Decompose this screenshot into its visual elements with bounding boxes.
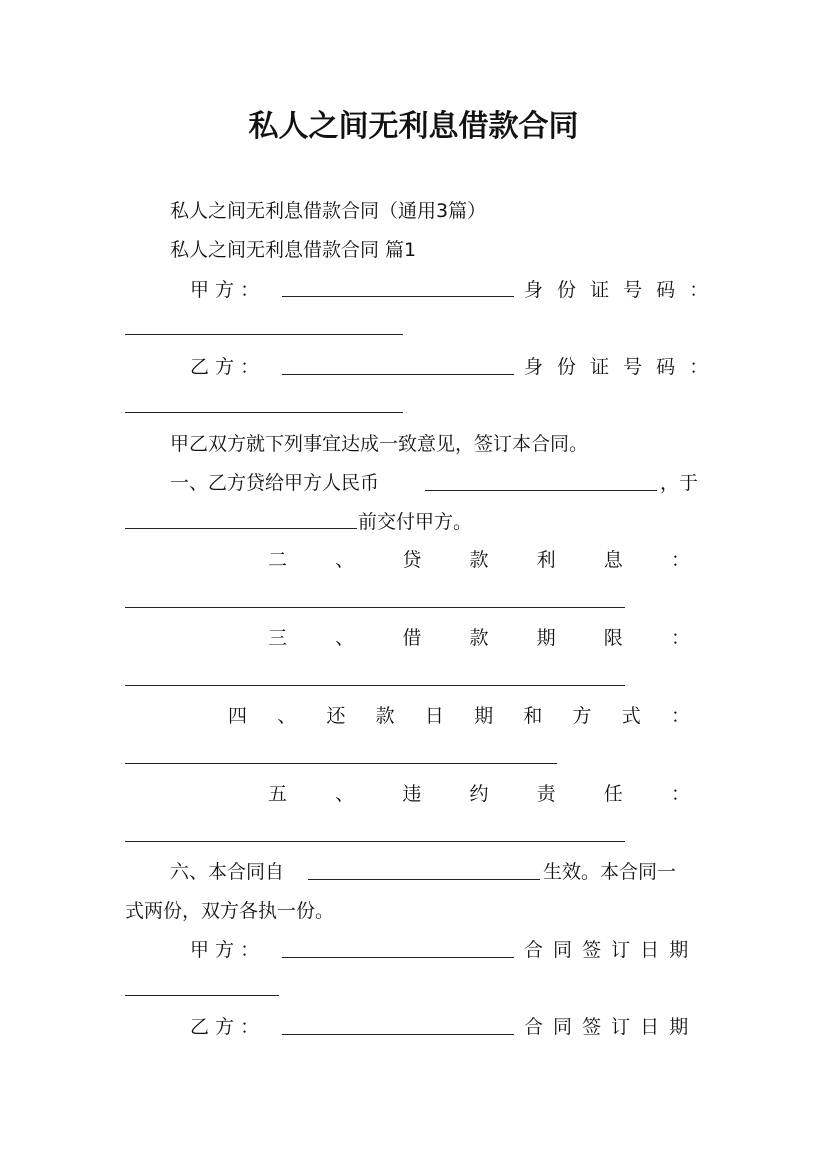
item3-char: 三 <box>268 627 288 649</box>
item5-char: 任 <box>603 783 623 805</box>
item4-char: ： <box>670 705 690 727</box>
sign-party-a-blank <box>282 957 514 958</box>
item2-blank <box>125 607 625 608</box>
item6-suffix: 生效。本合同一 <box>543 861 677 883</box>
sign-date-label-a: 合 同 签 订 日 期 <box>524 939 691 961</box>
item4-char: 、 <box>277 705 297 727</box>
item2-char: 利 <box>536 549 556 571</box>
party-b-id-label: 身 份 证 号 码 ： <box>524 356 713 378</box>
item5-char: 责 <box>536 783 556 805</box>
item4-char: 方 <box>572 705 592 727</box>
document-subtitle: 私人之间无利息借款合同（通用3篇） <box>170 200 487 222</box>
item2-char: 息 <box>603 549 623 571</box>
item5-blank <box>125 841 625 842</box>
item5-char: 、 <box>335 783 355 805</box>
item4-char: 款 <box>375 705 395 727</box>
section-heading: 私人之间无利息借款合同 篇1 <box>170 239 417 261</box>
sign-party-b-label: 乙 方 ： <box>190 1016 260 1038</box>
sign-party-a-label: 甲 方 ： <box>190 939 260 961</box>
party-a-label: 甲 方 ： <box>190 279 260 301</box>
item1-suffix: 前交付甲方。 <box>358 511 473 533</box>
item3-blank <box>125 685 625 686</box>
item6-continuation: 式两份，双方各执一份。 <box>125 900 335 922</box>
item5-char: 违 <box>402 783 422 805</box>
party-a-id-blank <box>125 334 403 335</box>
item4-char: 期 <box>474 705 494 727</box>
party-b-blank <box>282 374 514 375</box>
item4-char: 日 <box>424 705 444 727</box>
item6-prefix: 六、本合同自 <box>170 861 285 883</box>
item5-heading <box>268 782 690 806</box>
item3-char: 、 <box>335 627 355 649</box>
item2-char: 款 <box>469 549 489 571</box>
item5-char: 约 <box>469 783 489 805</box>
item2-char: 贷 <box>402 549 422 571</box>
item4-char: 四 <box>228 705 248 727</box>
party-a-id-label: 身 份 证 号 码 ： <box>524 279 713 301</box>
sign-party-b-blank <box>282 1034 514 1035</box>
document-title: 私人之间无利息借款合同 <box>248 109 579 144</box>
item3-char: 款 <box>469 627 489 649</box>
party-b-label: 乙 方 ： <box>190 356 260 378</box>
item5-char: 五 <box>268 783 288 805</box>
item2-char: ： <box>670 549 690 571</box>
sign-date-blank-a <box>125 995 279 996</box>
item4-char: 和 <box>523 705 543 727</box>
agreement-line: 甲乙双方就下列事宜达成一致意见，签订本合同。 <box>170 433 589 455</box>
item3-char: 限 <box>603 627 623 649</box>
item4-blank <box>125 763 557 764</box>
item3-char: 借 <box>402 627 422 649</box>
party-a-blank <box>282 296 514 297</box>
item2-char: 二 <box>268 549 288 571</box>
item1-prefix: 一、乙方贷给甲方人民币 <box>170 472 380 494</box>
item2-char: 、 <box>335 549 355 571</box>
item5-char: ： <box>670 783 690 805</box>
item3-heading <box>268 626 690 650</box>
sign-date-label-b: 合 同 签 订 日 期 <box>524 1016 691 1038</box>
item4-heading <box>228 704 690 728</box>
item4-char: 式 <box>621 705 641 727</box>
item3-char: 期 <box>536 627 556 649</box>
item1-amount-blank <box>425 490 657 491</box>
item4-char: 还 <box>326 705 346 727</box>
item1-date-blank <box>125 528 357 529</box>
item3-char: ： <box>670 627 690 649</box>
item1-mid: ，于 <box>660 472 699 494</box>
item2-heading <box>268 548 690 572</box>
party-b-id-blank <box>125 412 403 413</box>
item6-blank <box>308 879 540 880</box>
